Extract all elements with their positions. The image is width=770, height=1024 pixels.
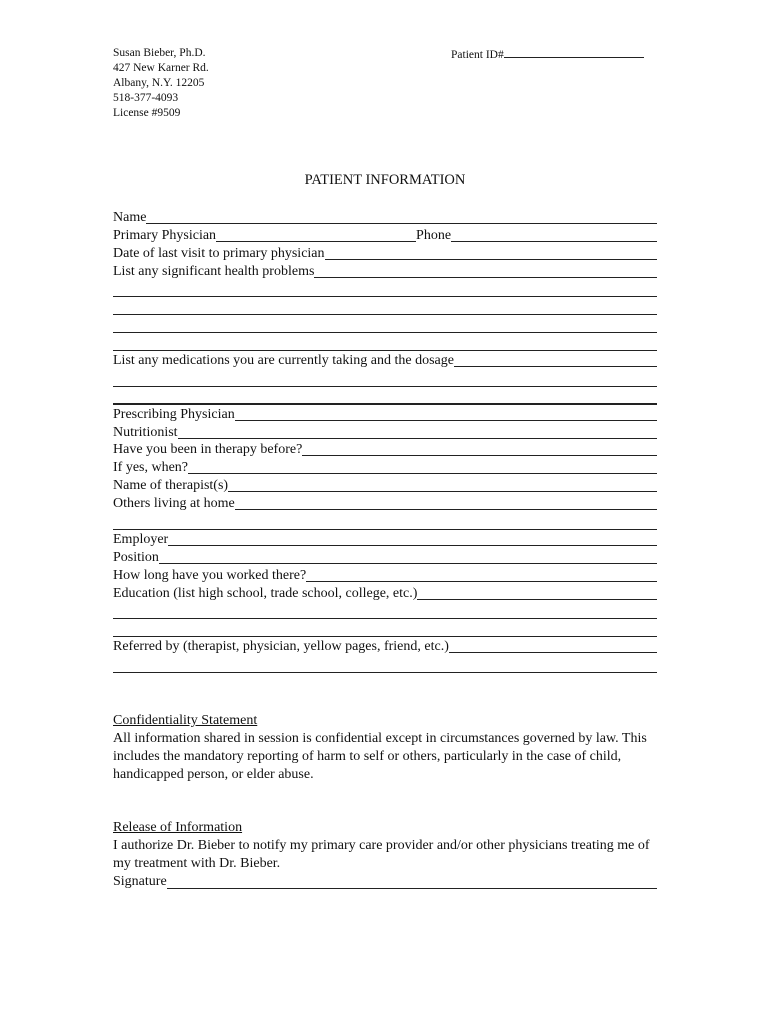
employer-line[interactable] <box>168 533 657 546</box>
education-field[interactable] <box>113 584 657 602</box>
provider-street: 427 New Karner Rd. <box>113 62 209 74</box>
worked-there-label: How long have you worked there? <box>113 567 307 583</box>
worked-there-line[interactable] <box>306 569 657 582</box>
name-label: Name <box>113 209 147 225</box>
prescribing-physician-line[interactable] <box>235 408 657 421</box>
blank-line[interactable] <box>113 369 657 387</box>
provider-info <box>113 46 209 121</box>
primary-physician-field[interactable] <box>113 226 657 244</box>
confidentiality-text: All information shared in session is confidential except in circumstances governed by law. This includes the mandatory reporting of harm to self or others, particularly in the case of child, handicapped person, or elder abuse. <box>113 731 647 782</box>
blank-line[interactable] <box>113 297 657 315</box>
medications-field[interactable] <box>113 351 657 369</box>
blank-line[interactable] <box>113 315 657 333</box>
if-yes-line[interactable] <box>188 461 657 474</box>
provider-name: Susan Bieber, Ph.D. <box>113 47 206 59</box>
signature-line[interactable] <box>167 876 657 889</box>
education-line[interactable] <box>417 587 657 600</box>
referred-by-line[interactable] <box>449 640 657 653</box>
patient-id-label: Patient ID# <box>451 49 504 61</box>
therapy-before-field[interactable] <box>113 441 657 459</box>
name-line[interactable] <box>146 211 657 224</box>
therapist-name-field[interactable] <box>113 476 657 494</box>
blank-line[interactable] <box>113 512 657 530</box>
position-label: Position <box>113 549 159 565</box>
therapy-before-label: Have you been in therapy before? <box>113 442 303 458</box>
blank-line[interactable] <box>113 655 657 673</box>
others-home-field[interactable] <box>113 494 657 512</box>
health-problems-label: List any significant health problems <box>113 263 315 279</box>
others-home-label: Others living at home <box>113 496 235 512</box>
position-field[interactable] <box>113 548 657 566</box>
last-visit-field[interactable] <box>113 244 657 262</box>
release-heading: Release of Information <box>113 820 243 835</box>
release-text: I authorize Dr. Bieber to notify my primary care provider and/or other physicians treating me of my treatment with Dr. Bieber. <box>113 838 650 871</box>
last-visit-label: Date of last visit to primary physician <box>113 245 325 261</box>
confidentiality-heading: Confidentiality Statement <box>113 713 258 728</box>
primary-physician-label: Primary Physician <box>113 227 217 243</box>
confidentiality-section <box>113 712 657 784</box>
nutritionist-field[interactable] <box>113 423 657 441</box>
medications-label: List any medications you are currently taking and the dosage <box>113 353 454 369</box>
last-visit-line[interactable] <box>325 247 657 260</box>
blank-line[interactable] <box>113 387 657 405</box>
employer-label: Employer <box>113 531 169 547</box>
provider-license: License #9509 <box>113 107 181 119</box>
signature-field[interactable] <box>113 873 657 891</box>
phone-label: Phone <box>416 227 452 243</box>
provider-city: Albany, N.Y. 12205 <box>113 77 205 89</box>
therapist-name-label: Name of therapist(s) <box>113 478 229 494</box>
referred-by-field[interactable] <box>113 637 657 655</box>
employer-field[interactable] <box>113 530 657 548</box>
name-field[interactable] <box>113 208 657 226</box>
education-label: Education (list high school, trade school, college, etc.) <box>113 585 418 601</box>
blank-line[interactable] <box>113 280 657 298</box>
health-problems-line[interactable] <box>314 265 657 278</box>
prescribing-physician-field[interactable] <box>113 405 657 423</box>
referred-by-label: Referred by (therapist, physician, yellow pages, friend, etc.) <box>113 639 449 655</box>
prescribing-physician-label: Prescribing Physician <box>113 406 235 422</box>
nutritionist-line[interactable] <box>178 426 657 439</box>
primary-physician-line[interactable] <box>216 229 416 242</box>
position-line[interactable] <box>159 551 657 564</box>
signature-label: Signature <box>113 874 167 889</box>
if-yes-label: If yes, when? <box>113 460 189 476</box>
health-problems-field[interactable] <box>113 262 657 280</box>
others-home-line[interactable] <box>235 497 657 510</box>
therapist-name-line[interactable] <box>228 479 657 492</box>
provider-phone: 518-377-4093 <box>113 92 179 104</box>
blank-line[interactable] <box>113 619 657 637</box>
medications-line[interactable] <box>454 354 657 367</box>
phone-line[interactable] <box>451 229 657 242</box>
blank-line[interactable] <box>113 602 657 620</box>
worked-there-field[interactable] <box>113 566 657 584</box>
patient-id-line[interactable] <box>504 46 644 58</box>
blank-line[interactable] <box>113 333 657 351</box>
patient-form <box>113 208 657 673</box>
patient-id-field[interactable] <box>451 46 644 63</box>
if-yes-field[interactable] <box>113 458 657 476</box>
release-section <box>113 819 657 891</box>
page-title: PATIENT INFORMATION <box>304 172 466 188</box>
nutritionist-label: Nutritionist <box>113 424 178 440</box>
therapy-before-line[interactable] <box>302 443 657 456</box>
